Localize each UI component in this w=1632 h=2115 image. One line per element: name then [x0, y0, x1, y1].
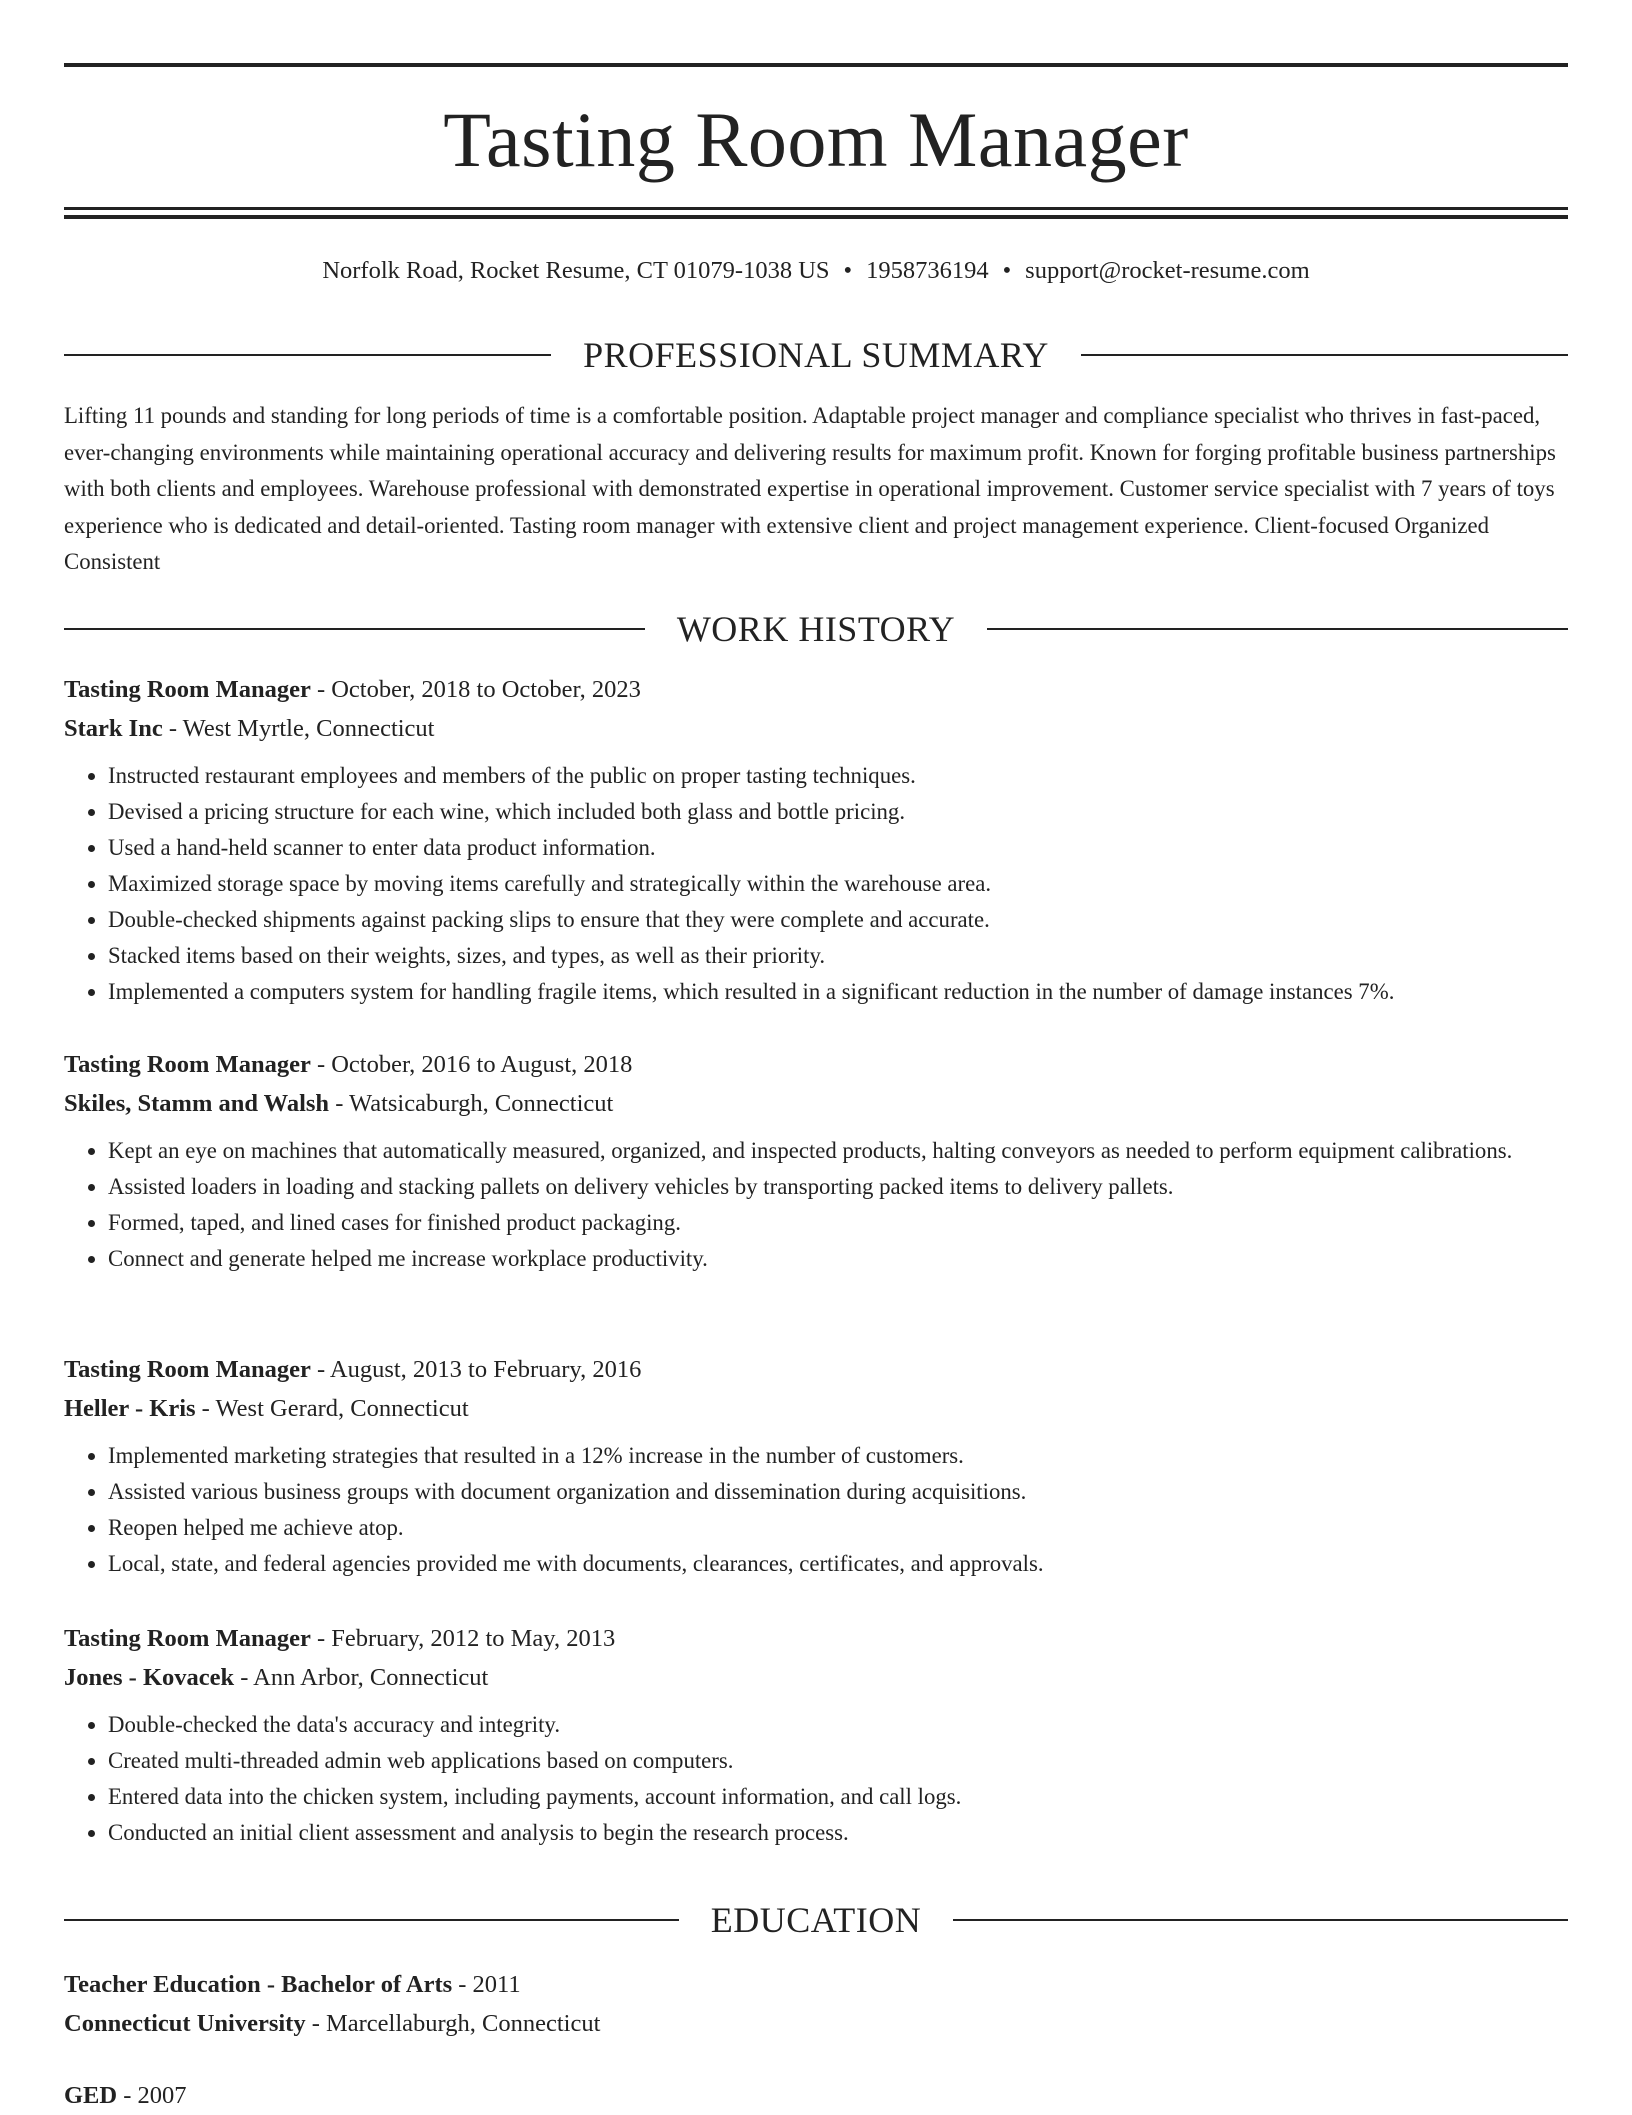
job-title: Tasting Room Manager	[64, 1356, 311, 1383]
job-location: - West Gerard, Connecticut	[195, 1395, 469, 1422]
job-bullet: • Connect and generate helped me increase workplace productivity.	[108, 1241, 1568, 1277]
job-bullet: • Instructed restaurant employees and members of the public on proper tasting techniques.	[108, 758, 1568, 794]
header-double-rule	[64, 207, 1568, 219]
heading-rule-right	[1081, 354, 1568, 356]
contact-line	[64, 254, 1568, 288]
candidate-name: Tasting Room Manager	[443, 96, 1189, 183]
job-bullet: • Implemented a computers system for handling fragile items, which resulted in a significant reduction in the number of damage instances 7%.	[108, 974, 1568, 1010]
contact-phone: 1958736194	[866, 257, 989, 284]
job-bullet: • Local, state, and federal agencies provided me with documents, clearances, certificates, and approvals.	[108, 1546, 1568, 1582]
heading-rule-left	[64, 354, 551, 356]
contact-separator: •	[1002, 257, 1012, 284]
degree-line	[64, 1965, 1568, 2004]
job-entry	[64, 670, 1568, 1010]
job-bullet: • Assisted loaders in loading and stacking pallets on delivery vehicles by transporting packed items to delivery pallets.	[108, 1169, 1568, 1205]
heading-rule-left	[64, 628, 645, 630]
job-entry	[64, 1619, 1568, 1851]
job-bullet: • Entered data into the chicken system, including payments, account information, and call logs.	[108, 1779, 1568, 1815]
summary-heading	[64, 333, 1568, 377]
degree: GED	[64, 2082, 118, 2109]
job-location: - Ann Arbor, Connecticut	[234, 1664, 489, 1691]
job-bullet: • Assisted various business groups with document organization and dissemination during acquisitions.	[108, 1474, 1568, 1510]
school-location: - Marcellaburgh, Connecticut	[305, 2010, 601, 2037]
job-bullet: • Conducted an initial client assessment and analysis to begin the research process.	[108, 1815, 1568, 1851]
degree-year: - 2011	[452, 1971, 521, 1998]
degree-year: - 2007	[117, 2082, 187, 2109]
contact-separator: •	[843, 257, 853, 284]
job-company: Stark Inc	[64, 715, 163, 742]
job-bullet: • Stacked items based on their weights, sizes, and types, as well as their priority.	[108, 938, 1568, 974]
job-company-line	[64, 1084, 1568, 1123]
job-bullet: • Created multi-threaded admin web applications based on computers.	[108, 1743, 1568, 1779]
job-title-line	[64, 1350, 1568, 1389]
job-company: Jones - Kovacek	[64, 1664, 235, 1691]
job-company: Skiles, Stamm and Walsh	[64, 1090, 330, 1117]
job-dates: - August, 2013 to February, 2016	[310, 1356, 642, 1383]
job-title: Tasting Room Manager	[64, 1625, 311, 1652]
work-history-heading	[64, 607, 1568, 651]
job-bullet: • Kept an eye on machines that automatically measured, organized, and inspected products, halting conveyors as needed to perform equipment calibrations.	[108, 1133, 1568, 1169]
job-bullets	[64, 1133, 1568, 1277]
job-bullet: • Used a hand-held scanner to enter data product information.	[108, 830, 1568, 866]
work-history-heading-label: WORK HISTORY	[676, 609, 956, 649]
education-entry	[64, 2076, 1568, 2115]
heading-rule-right	[987, 628, 1568, 630]
job-entry	[64, 1350, 1568, 1582]
job-title-line	[64, 1619, 1568, 1658]
job-company-line	[64, 1389, 1568, 1428]
job-bullet: • Double-checked the data's accuracy and integrity.	[108, 1707, 1568, 1743]
job-bullets	[64, 1438, 1568, 1582]
job-bullet: • Formed, taped, and lined cases for finished product packaging.	[108, 1205, 1568, 1241]
summary-text: Lifting 11 pounds and standing for long periods of time is a comfortable position. Adaptable project manager and compliance specialist who thrives in fast-paced, ever-changing environments while maintaining operational accuracy and delivering results for maximum profit. Known for forging profitable business partnerships with both clients and employees. Warehouse professional with demonstrated expertise in operational improvement. Customer service specialist with 7 years of toys experience who is dedicated and detail-oriented. Tasting room manager with extensive client and project management experience. Client-focused Organized Consistent	[64, 403, 1556, 574]
heading-rule-right	[953, 1919, 1568, 1921]
job-bullets	[64, 1707, 1568, 1851]
job-dates: - October, 2018 to October, 2023	[310, 676, 641, 703]
school: Connecticut University	[64, 2010, 306, 2037]
education-heading-label: EDUCATION	[710, 1900, 922, 1940]
contact-address: Norfolk Road, Rocket Resume, CT 01079-1038 US	[322, 257, 830, 284]
job-title-line	[64, 1045, 1568, 1084]
job-company-line	[64, 709, 1568, 748]
school-line	[64, 2004, 1568, 2043]
top-rule	[64, 63, 1568, 67]
job-title: Tasting Room Manager	[64, 676, 311, 703]
job-company: Heller - Kris	[64, 1395, 196, 1422]
job-title-line	[64, 670, 1568, 709]
job-company-line	[64, 1658, 1568, 1697]
education-entry	[64, 1965, 1568, 2043]
job-entry	[64, 1045, 1568, 1277]
job-bullet: • Double-checked shipments against packing slips to ensure that they were complete and accurate.	[108, 902, 1568, 938]
job-dates: - February, 2012 to May, 2013	[310, 1625, 616, 1652]
job-location: - Watsicaburgh, Connecticut	[329, 1090, 614, 1117]
degree: Teacher Education - Bachelor of Arts	[64, 1971, 453, 1998]
contact-email: support@rocket-resume.com	[1025, 257, 1310, 284]
job-bullets	[64, 758, 1568, 1010]
job-title: Tasting Room Manager	[64, 1051, 311, 1078]
summary-heading-label: PROFESSIONAL SUMMARY	[583, 335, 1049, 375]
job-bullet: • Devised a pricing structure for each wine, which included both glass and bottle pricing.	[108, 794, 1568, 830]
degree-line	[64, 2076, 1568, 2115]
job-location: - West Myrtle, Connecticut	[162, 715, 435, 742]
job-dates: - October, 2016 to August, 2018	[310, 1051, 633, 1078]
job-bullet: • Reopen helped me achieve atop.	[108, 1510, 1568, 1546]
job-bullet: • Maximized storage space by moving items carefully and strategically within the warehouse area.	[108, 866, 1568, 902]
heading-rule-left	[64, 1919, 679, 1921]
education-heading	[64, 1898, 1568, 1942]
job-bullet: • Implemented marketing strategies that resulted in a 12% increase in the number of customers.	[108, 1438, 1568, 1474]
